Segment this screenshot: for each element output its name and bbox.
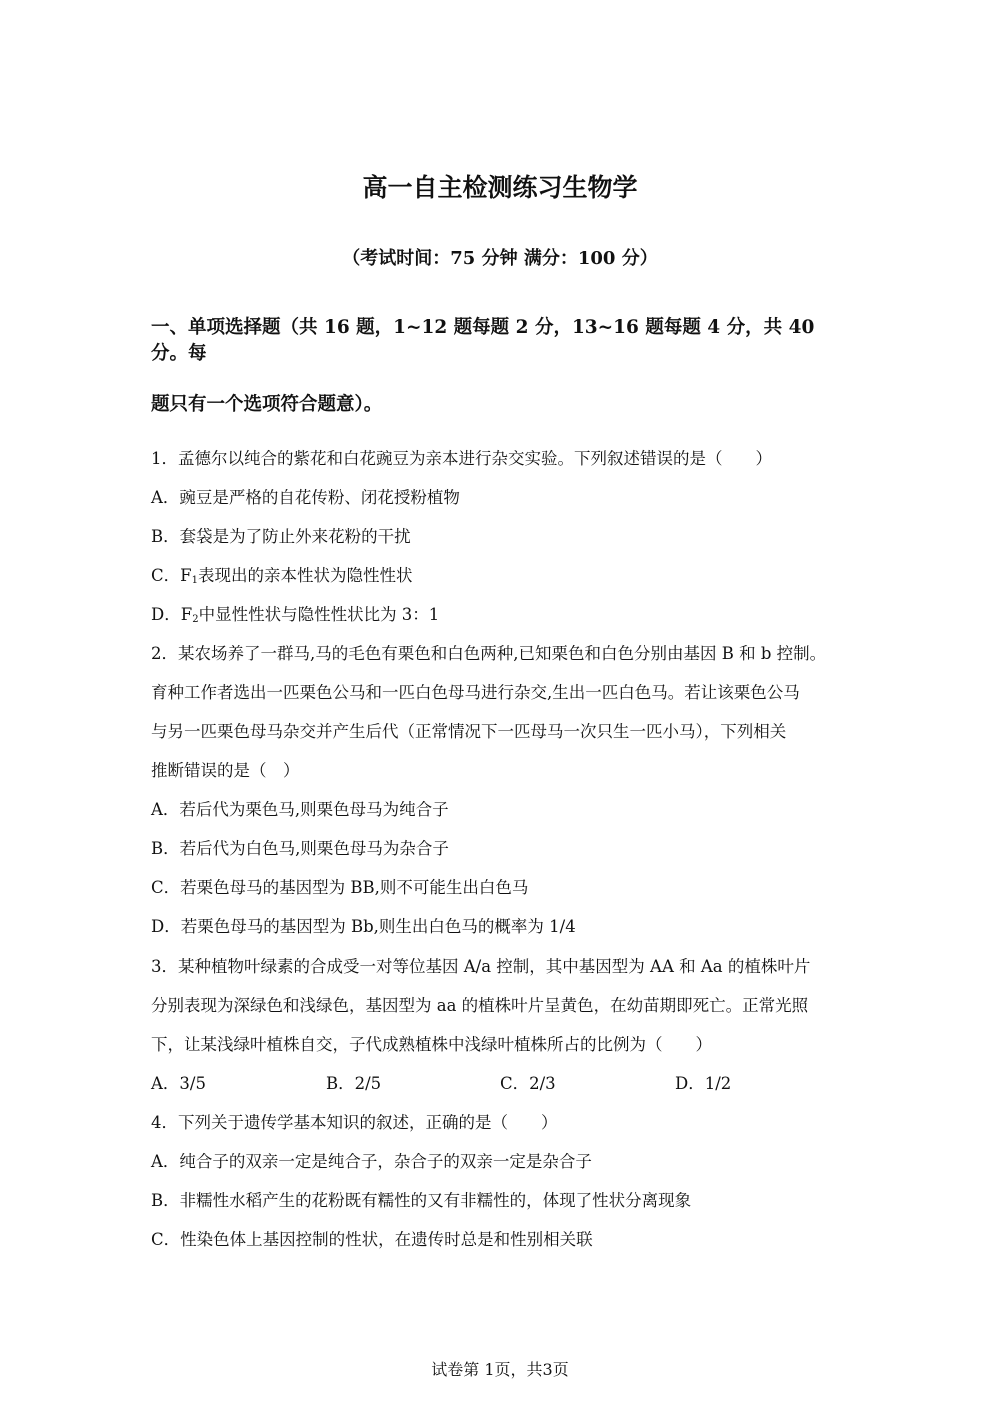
q1-option-d-text: D．F: [151, 605, 193, 624]
q3-stem-line2: 分别表现为深绿色和浅绿色，基因型为 aa 的植株叶片呈黄色，在幼苗期即死亡。正常光照: [151, 996, 809, 1015]
q1-option-a: A．豌豆是严格的自花传粉、闭花授粉植物: [151, 488, 460, 507]
section-header-line1: 一、单项选择题（共 16 题，1~12 题每题 2 分，13~16 题每题 4 分，共 40 分。每: [151, 317, 815, 364]
q1-stem: 1．孟德尔以纯合的紫花和白花豌豆为亲本进行杂交实验。下列叙述错误的是（ ）: [151, 449, 772, 468]
q2-option-c: C．若栗色母马的基因型为 BB,则不可能生出白色马: [151, 878, 529, 897]
q3-option-d: D．1/2: [675, 1074, 732, 1093]
q3-option-b: B．2/5: [326, 1074, 382, 1093]
q3-option-c: C．2/3: [500, 1074, 556, 1093]
q1-option-d-rest: 中显性性状与隐性性状比为 3：1: [198, 605, 440, 624]
q1-option-c-text: C．F: [151, 566, 192, 585]
subscript-1: 1: [191, 575, 198, 586]
q3-stem-line1: 3．某种植物叶绿素的合成受一对等位基因 A/a 控制，其中基因型为 AA 和 Aa 的植株叶片: [151, 957, 811, 976]
q2-stem-line4: 推断错误的是（ ）: [151, 761, 300, 780]
page-title: 高一自主检测练习生物学: [362, 173, 638, 202]
q2-option-a: A．若后代为栗色马,则栗色母马为纯合子: [151, 800, 449, 819]
q2-option-d: D．若栗色母马的基因型为 Bb,则生出白色马的概率为 1/4: [151, 917, 576, 936]
q1-option-c-rest: 表现出的亲本性状为隐性性状: [197, 566, 413, 585]
exam-info: （考试时间：75 分钟 满分：100 分）: [342, 248, 658, 269]
q3-stem-line3: 下，让某浅绿叶植株自交，子代成熟植株中浅绿叶植株所占的比例为（ ）: [151, 1035, 712, 1054]
q4-option-b: B．非糯性水稻产生的花粉既有糯性的又有非糯性的，体现了性状分离现象: [151, 1191, 692, 1210]
subscript-2: 2: [192, 614, 199, 625]
q1-option-c: [151, 562, 412, 586]
q4-stem: 4．下列关于遗传学基本知识的叙述，正确的是（ ）: [151, 1113, 558, 1132]
q3-option-a: A．3/5: [151, 1074, 206, 1093]
q4-option-a: A．纯合子的双亲一定是纯合子，杂合子的双亲一定是杂合子: [151, 1152, 592, 1171]
q1-option-d: [151, 601, 439, 625]
q2-option-b: B．若后代为白色马,则栗色母马为杂合子: [151, 839, 449, 858]
q2-stem-line3: 与另一匹栗色母马杂交并产生后代（正常情况下一匹母马一次只生一匹小马），下列相关: [151, 722, 787, 741]
q2-stem-line1: 2．某农场养了一群马,马的毛色有栗色和白色两种,已知栗色和白色分别由基因 B 和 b 控制。: [151, 644, 827, 663]
section-header-line2: 题只有一个选项符合题意）。: [151, 394, 383, 415]
q4-option-c: C．性染色体上基因控制的性状，在遗传时总是和性别相关联: [151, 1230, 593, 1249]
q1-option-b: B．套袋是为了防止外来花粉的干扰: [151, 527, 411, 546]
q2-stem-line2: 育种工作者选出一匹栗色公马和一匹白色母马进行杂交,生出一匹白色马。若让该栗色公马: [151, 683, 800, 702]
page-footer: 试卷第 1页，共3页: [431, 1360, 569, 1379]
